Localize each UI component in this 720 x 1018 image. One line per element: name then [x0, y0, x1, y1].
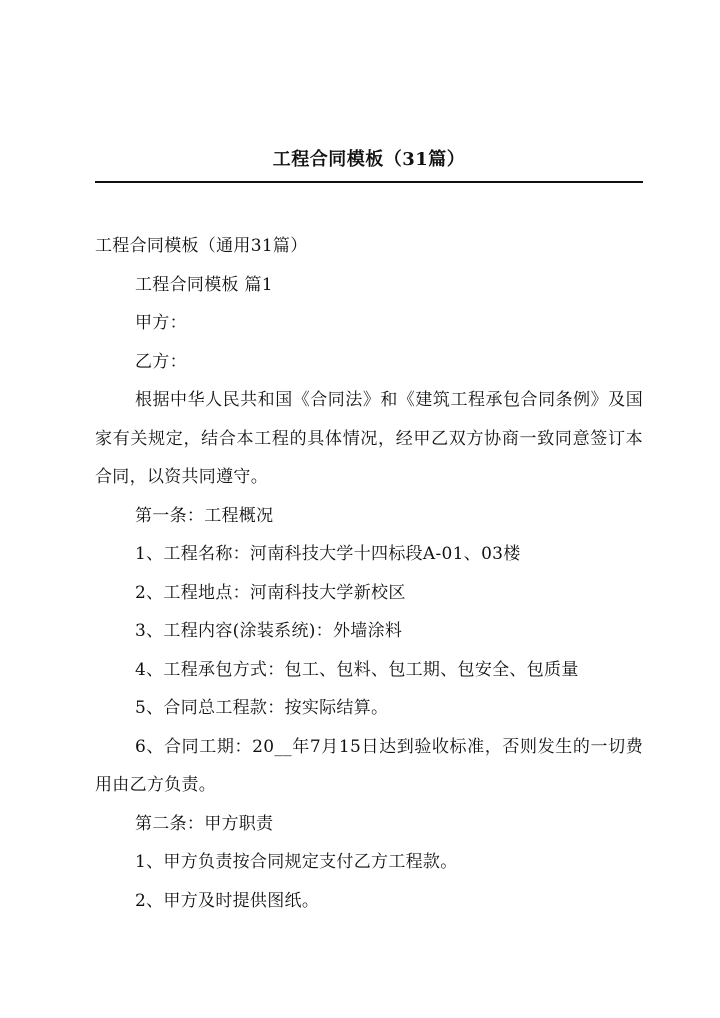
paragraph-subtitle: 工程合同模板（通用31篇）	[95, 236, 308, 256]
paragraph-article-2-heading: 第二条：甲方职责	[135, 813, 274, 834]
paragraph-article-1-heading: 第一条：工程概况	[135, 505, 274, 526]
paragraph-party-a: 甲方：	[135, 313, 187, 333]
paragraph-contract-period: 6、合同工期：20__年7月15日达到验收标准，否则发生的一切费用由乙方负责。	[95, 736, 643, 795]
title-divider	[95, 181, 643, 183]
paragraph-party-a-duty-1: 1、甲方负责按合同规定支付乙方工程款。	[135, 852, 458, 872]
paragraph-party-a-duty-2: 2、甲方及时提供图纸。	[135, 890, 320, 911]
paragraph-party-b: 乙方：	[135, 351, 187, 372]
paragraph-preamble: 根据中华人民共和国《合同法》和《建筑工程承包合同条例》及国家有关规定，结合本工程的具体情况，经甲乙双方协商一致同意签订本合同，以资共同遵守。	[95, 390, 643, 487]
document-header	[95, 146, 643, 174]
paragraph-total-price: 5、合同总工程款：按实际结算。	[135, 698, 389, 718]
paragraph-project-name: 1、工程名称：河南科技大学十四标段A-01、03楼	[135, 544, 521, 564]
paragraph-project-location: 2、工程地点：河南科技大学新校区	[135, 582, 406, 603]
document-body	[95, 227, 643, 920]
paragraph-contract-method: 4、工程承包方式：包工、包料、包工期、包安全、包质量	[135, 659, 579, 680]
paragraph-project-content: 3、工程内容(涂装系统)：外墙涂料	[135, 621, 403, 641]
paragraph-section-heading: 工程合同模板 篇1	[135, 274, 273, 295]
document-title: 工程合同模板（31篇）	[272, 149, 466, 170]
